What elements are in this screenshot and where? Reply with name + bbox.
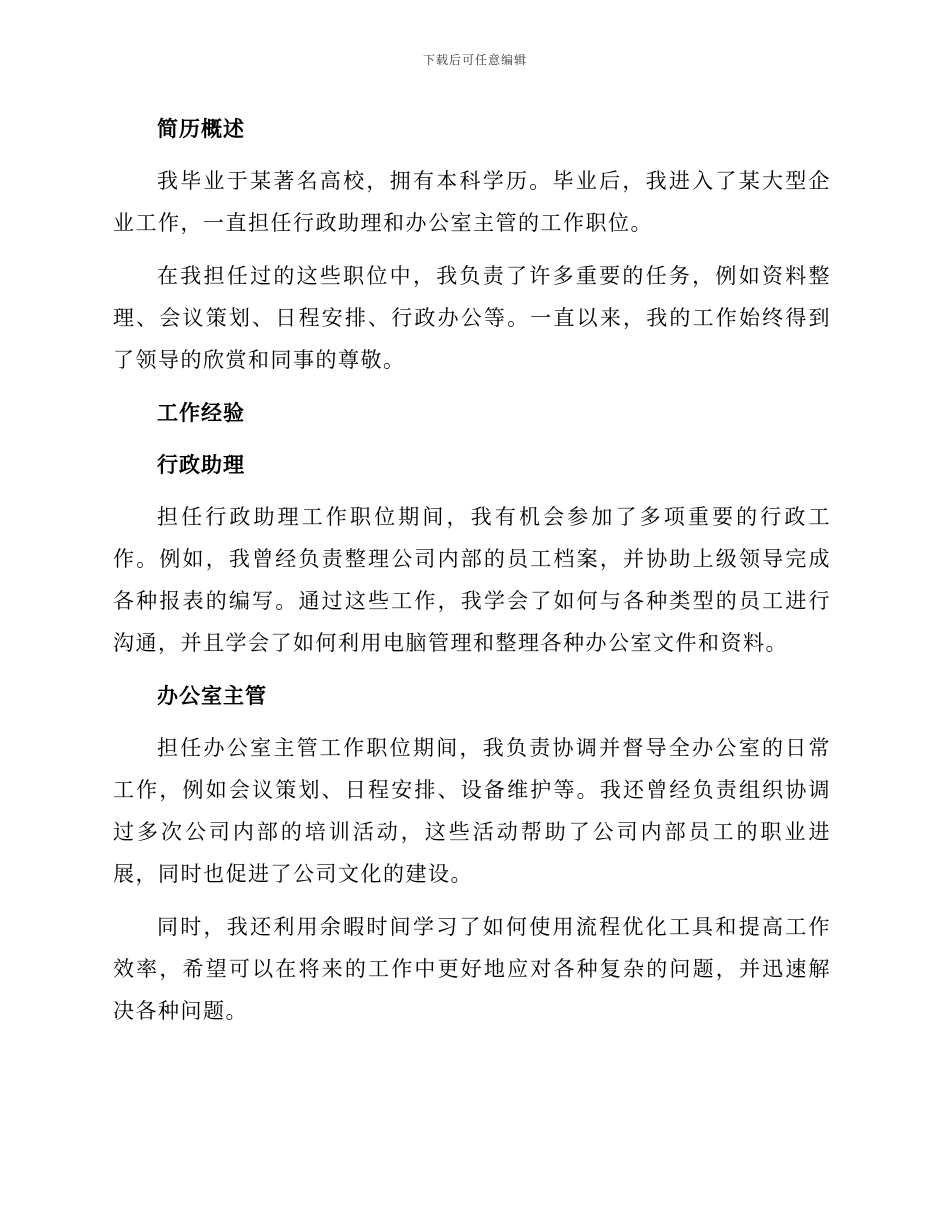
page-header: 下载后可任意编辑 [422,53,527,67]
document-body [113,108,831,1043]
section-heading-work-experience: 工作经验 [157,400,245,425]
subheading-office-manager: 办公室主管 [157,683,267,708]
paragraph-education: 我毕业于某著名高校，拥有本科学历。毕业后，我进入了某大型企业工作，一直担任行政助理和办公室主管的工作职位。 [113,169,831,235]
paragraph-responsibilities: 在我担任过的这些职位中，我负责了许多重要的任务，例如资料整理、会议策划、日程安排、行政办公等。一直以来，我的工作始终得到了领导的欣赏和同事的尊敬。 [113,264,831,372]
paragraph-self-improvement: 同时，我还利用余暇时间学习了如何使用流程优化工具和提高工作效率，希望可以在将来的工作中更好地应对各种复杂的问题，并迅速解决各种问题。 [113,915,831,1023]
paragraph-admin-assistant: 担任行政助理工作职位期间，我有机会参加了多项重要的行政工作。例如，我曾经负责整理公司内部的员工档案，并协助上级领导完成各种报表的编写。通过这些工作，我学会了如何与各种类型的员工进行沟通，并且学会了如何利用电脑管理和整理各种办公室文件和资料。 [113,505,831,655]
subheading-admin-assistant: 行政助理 [157,452,245,477]
section-heading-overview: 简历概述 [157,116,245,141]
paragraph-office-manager: 担任办公室主管工作职位期间，我负责协调并督导全办公室的日常工作，例如会议策划、日程安排、设备维护等。我还曾经负责组织协调过多次公司内部的培训活动，这些活动帮助了公司内部员工的职业进展，同时也促进了公司文化的建设。 [113,736,831,886]
